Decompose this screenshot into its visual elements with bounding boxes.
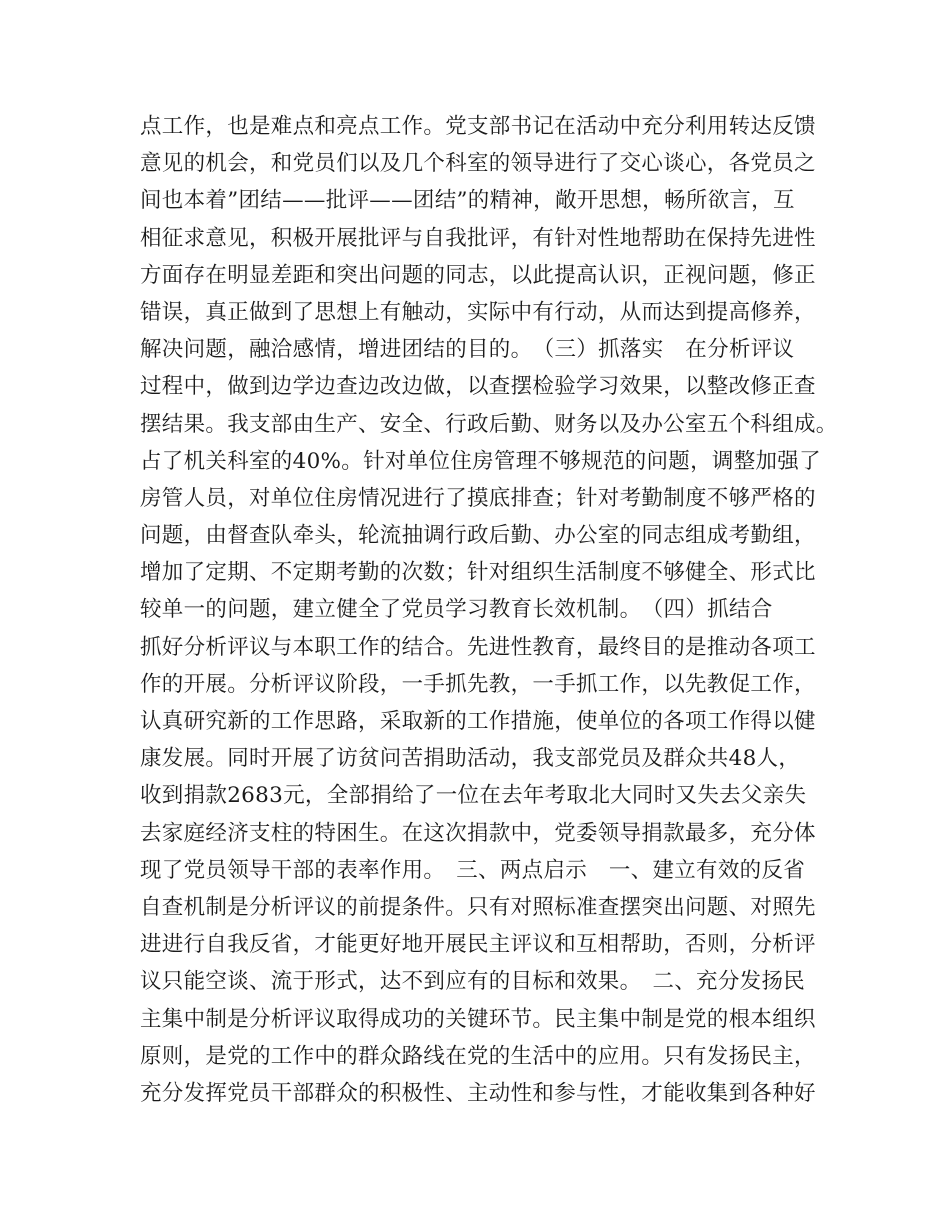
text-line: 主集中制是分析评议取得成功的关键环节。民主集中制是党的根本组织 [140, 1006, 816, 1032]
text-line: 现了党员领导干部的表率作用。 三、两点启示 一、建立有效的反省 [140, 857, 806, 883]
text-line: 间也本着”团结——批评——团结”的精神，敞开思想，畅所欲言，互 [140, 188, 795, 214]
text-line: 认真研究新的工作思路，采取新的工作措施，使单位的各项工作得以健 [140, 709, 816, 734]
body-text [140, 108, 838, 1112]
text-line: 占了机关科室的40%。针对单位住房管理不够规范的问题，调整加强了 [140, 448, 821, 474]
text-line: 错误，真正做到了思想上有触动，实际中有行动，从而达到提高修养， [140, 299, 816, 325]
text-line: 增加了定期、不定期考勤的次数；针对组织生活制度不够健全、形式比 [140, 560, 816, 586]
text-line: 过程中，做到边学边查边改边做，以查摆检验学习效果，以整改修正查 [140, 374, 816, 400]
text-line: 点工作，也是难点和亮点工作。党支部书记在活动中充分利用转达反馈 [140, 114, 816, 139]
text-line: 自查机制是分析评议的前提条件。只有对照标准查摆突出问题、对照先 [140, 894, 816, 920]
text-line: 较单一的问题，建立健全了党员学习教育长效机制。 （四）抓结合 [140, 597, 773, 623]
text-line: 收到捐款2683元，全部捐给了一位在去年考取北大同时又失去父亲失 [140, 783, 807, 809]
text-line: 进进行自我反省，才能更好地开展民主评议和互相帮助，否则，分析评 [140, 932, 816, 958]
text-line: 问题，由督查队牵头，轮流抽调行政后勤、办公室的同志组成考勤组， [140, 523, 816, 549]
text-line: 解决问题，融洽感情，增进团结的目的。 （三）抓落实 在分析评议 [140, 337, 795, 363]
text-line: 方面存在明显差距和突出问题的同志，以此提高认识，正视问题，修正 [140, 262, 816, 288]
text-line: 相征求意见，积极开展批评与自我批评，有针对性地帮助在保持先进性 [140, 225, 816, 251]
text-line: 原则，是党的工作中的群众路线在党的生活中的应用。只有发扬民主， [140, 1043, 816, 1069]
text-line: 摆结果。我支部由生产、安全、行政后勤、财务以及办公室五个科组成。 [140, 411, 838, 437]
text-line: 议只能空谈、流于形式，达不到应有的目标和效果。 二、充分发扬民 [140, 969, 806, 995]
text-line: 康发展。同时开展了访贫问苦捐助活动，我支部党员及群众共48人， [140, 746, 801, 772]
text-line: 充分发挥党员干部群众的积极性、主动性和参与性，才能收集到各种好 [140, 1080, 816, 1106]
text-line: 去家庭经济支柱的特困生。在这次捐款中，党委领导捐款最多，充分体 [140, 820, 816, 846]
text-line: 抓好分析评议与本职工作的结合。先进性教育，最终目的是推动各项工 [140, 634, 816, 660]
text-line: 作的开展。分析评议阶段，一手抓先教，一手抓工作，以先教促工作， [140, 671, 816, 697]
text-line: 意见的机会，和党员们以及几个科室的领导进行了交心谈心，各党员之 [140, 151, 816, 177]
text-line: 房管人员，对单位住房情况进行了摸底排查；针对考勤制度不够严格的 [140, 485, 816, 511]
